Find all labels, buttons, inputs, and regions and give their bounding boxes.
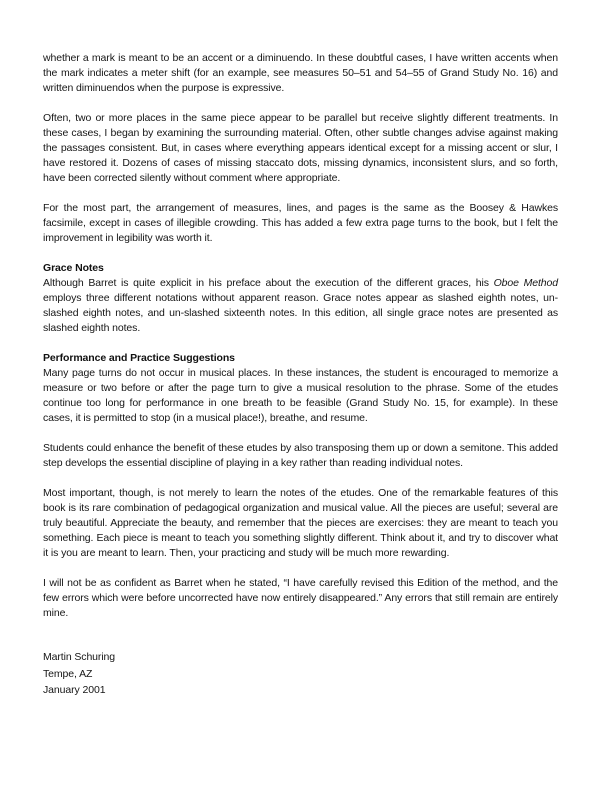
paragraph-parallel-places: Often, two or more places in the same piece appear to be parallel but receive slightly different treatments. In these cases, I began by examining the surrounding material. Often, other subtle changes advise against making the passages consistent. But, in cases where everything appears identical except for a missing accent or slur, I have restored it. Dozens of cases of missing staccato dots, missing dynamics, inconsistent slurs, and so forth, have been corrected silently without comment where appropriate.: [43, 112, 558, 184]
signature-block: [43, 649, 558, 699]
paragraph-barret-quote: I will not be as confident as Barret when he stated, “I have carefully revised this Edition of the method, and the few errors which were before uncorrected have now entirely disappeared.” Any errors that still remain are entirely mine.: [43, 577, 558, 619]
signature-date: January 2001: [43, 684, 106, 696]
grace-notes-text-after: employs three different notations without apparent reason. Grace notes appear as slashed eighth notes, un-slashed eighth notes, and un-slashed sixteenth notes. In this edition, all single grace notes are presented as slashed eighth notes.: [43, 292, 558, 334]
paragraph-page-turns: Many page turns do not occur in musical places. In these instances, the student is encouraged to memorize a measure or two before or after the page turn to give a musical resolution to the phrase. Some of the etudes continue too long for performance in one breath to be feasible (Grand Study No. 15, for example). In these cases, it is permitted to stop (in a musical place!), breathe, and resume.: [43, 367, 558, 424]
paragraph-arrangement: For the most part, the arrangement of measures, lines, and pages is the same as the Boosey & Hawkes facsimile, except in cases of illegible crowding. This has added a few extra page turns to the book, but I felt the improvement in legibility was worth it.: [43, 202, 558, 244]
section-heading-grace-notes: Grace Notes: [43, 262, 104, 274]
signature-location: Tempe, AZ: [43, 667, 93, 680]
grace-notes-text-before: Although Barret is quite explicit in his preface about the execution of the different graces, his: [43, 277, 494, 289]
section-heading-performance: Performance and Practice Suggestions: [43, 352, 235, 364]
paragraph-most-important: Most important, though, is not merely to learn the notes of the etudes. One of the remarkable features of this book is its rare combination of pedagogical organization and musical value. All the pieces are useful; several are truly beautiful. Appreciate the beauty, and remember that the pieces are exercises: they are meant to teach you something. Each piece is meant to teach you something slightly different. Think about it, and try to discover what it is you are meant to learn. Then, your practicing and study will be much more rewarding.: [43, 487, 558, 559]
signature-name: Martin Schuring: [43, 651, 116, 663]
paragraph-grace-notes: [43, 276, 558, 336]
paragraph-transposing: Students could enhance the benefit of these etudes by also transposing them up or down a semitone. This added step develops the essential discipline of playing in a key rather than reading individual notes.: [43, 442, 558, 469]
italic-oboe-method: Oboe Method: [493, 277, 558, 289]
paragraph-accents-diminuendos: whether a mark is meant to be an accent or a diminuendo. In these doubtful cases, I have written accents when the mark indicates a meter shift (for an example, see measures 50–51 and 54–55 of Grand Study No. 16) and written diminuendos when the purpose is expressive.: [43, 52, 558, 94]
